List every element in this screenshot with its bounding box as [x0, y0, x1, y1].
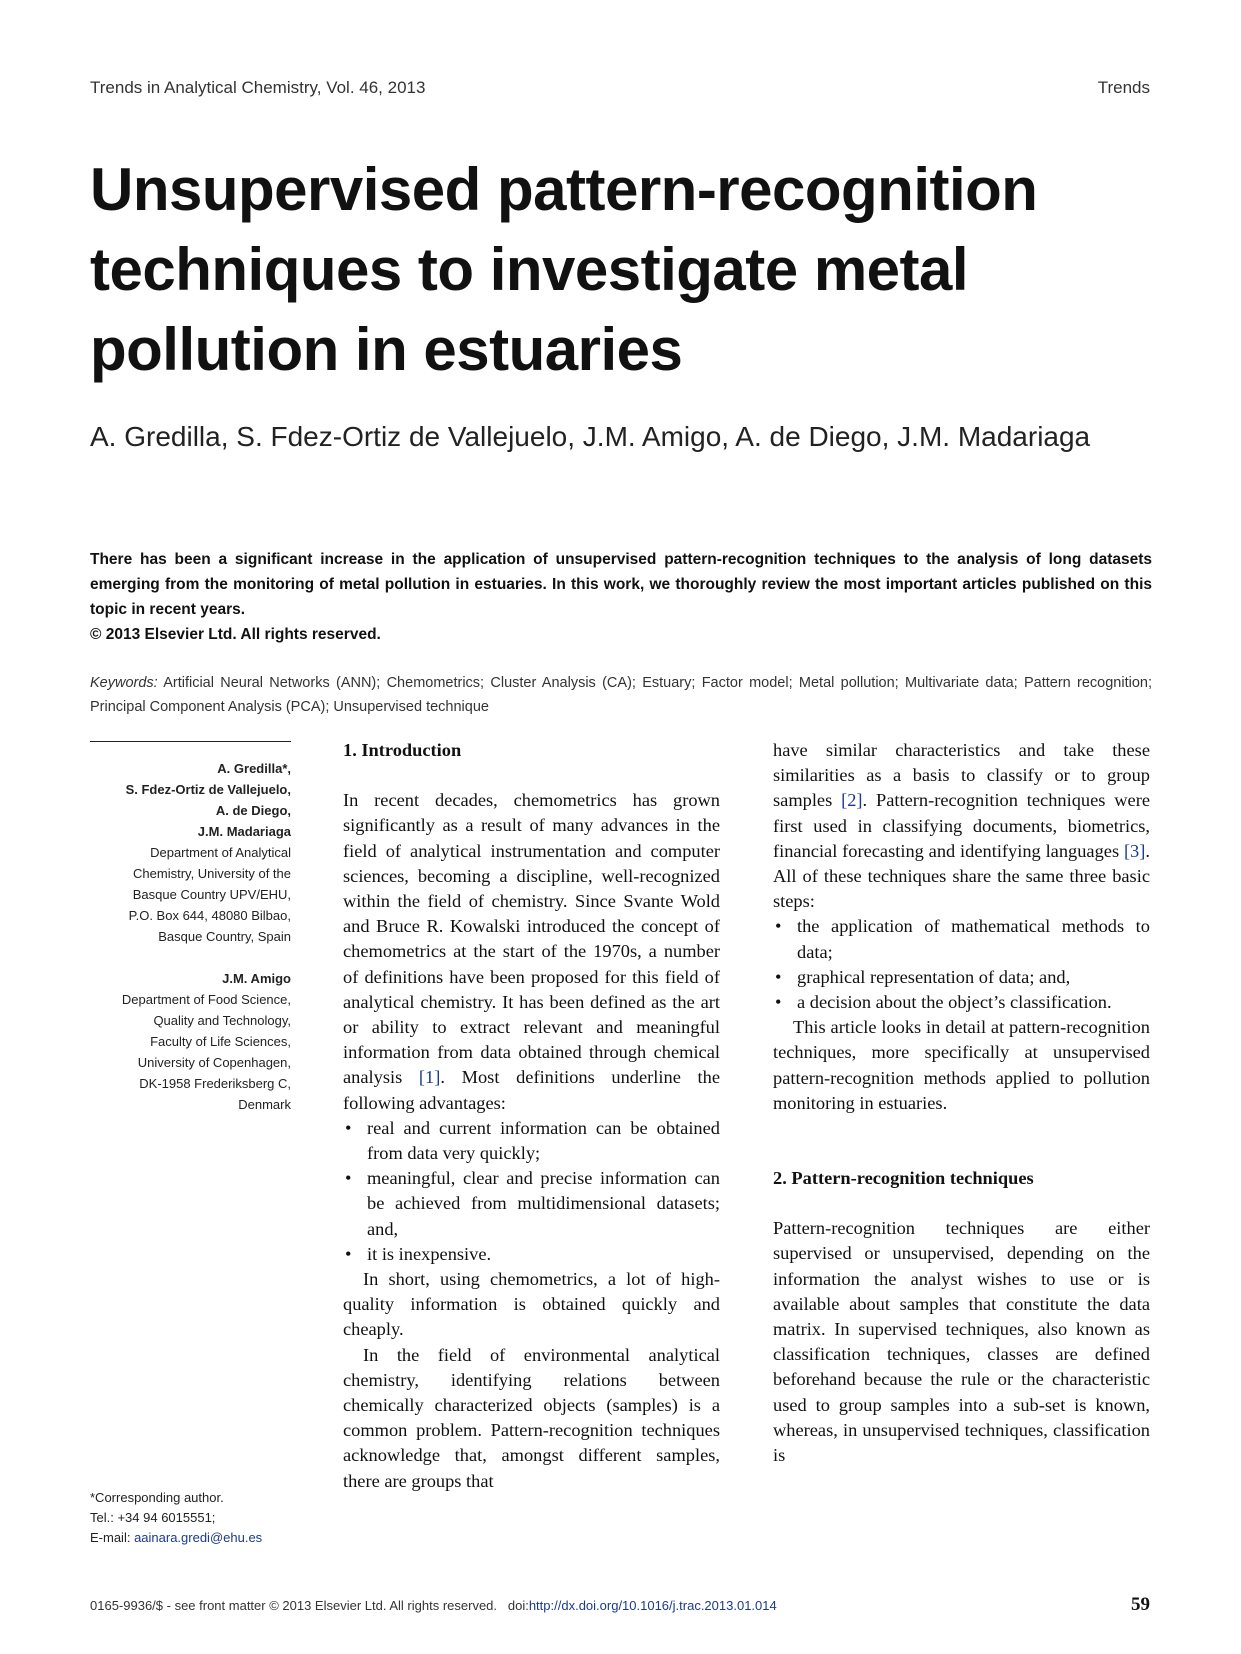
affiliation-name: S. Fdez-Ortiz de Vallejuelo, [125, 782, 291, 797]
copyright-line: © 2013 Elsevier Ltd. All rights reserved. [90, 626, 381, 643]
body-column-right [773, 738, 1150, 1468]
paragraph: Pattern-recognition techniques are either supervised or unsupervised, depending on the information the analyst wishes to use or is available about samples that constitute the data matrix. In supervised techniques, also known as classification techniques, classes are defined beforehand because the rule or the characteristic used to group samples into a sub-set is known, whereas, in unsupervised techniques, classification is [773, 1218, 1150, 1466]
list-item: • real and current information can be obtained from data very quickly; [343, 1116, 720, 1166]
citation-link[interactable]: [2] [841, 790, 863, 811]
running-head-journal: Trends in Analytical Chemistry, Vol. 46, 2013 [90, 78, 426, 97]
list-item: • it is inexpensive. [343, 1242, 720, 1267]
affiliation-address-line: Quality and Technology, [153, 1013, 291, 1028]
footer-line [90, 1598, 777, 1613]
affiliation-address-line: Denmark [238, 1097, 291, 1112]
affiliation-address-line: DK-1958 Frederiksberg C, [139, 1076, 291, 1091]
front-matter-note: 0165-9936/$ - see front matter © 2013 Elsevier Ltd. All rights reserved. [90, 1598, 498, 1613]
affiliation-name: A. Gredilla*, [217, 761, 291, 776]
affiliation-address-line: Department of Analytical [150, 845, 291, 860]
corresponding-author-note [90, 1488, 310, 1548]
affiliation-name: A. de Diego, [215, 803, 291, 818]
section-heading-pattern-recognition: 2. Pattern-recognition techniques [773, 1168, 1034, 1189]
running-head-section: Trends [1097, 78, 1150, 97]
affiliation-block-1 [90, 758, 291, 947]
sidebar-divider [90, 741, 291, 742]
list-item: • meaningful, clear and precise information can be achieved from multidimensional datasets; and, [343, 1166, 720, 1242]
affiliation-address-line: University of Copenhagen, [137, 1055, 291, 1070]
article-title: Unsupervised pattern-recognition techniques to investigate metal pollution in estuaries [90, 156, 1038, 383]
citation-link[interactable]: [3] [1123, 840, 1146, 861]
doi-label: doi: [507, 1598, 529, 1613]
abstract [90, 547, 1152, 647]
list-item: • the application of mathematical methods to data; [773, 914, 1150, 964]
paragraph: This article looks in detail at pattern-recognition techniques, more specifically at unsupervised pattern-recognition methods applied to pollution monitoring in estuaries. [773, 1017, 1150, 1113]
paragraph: In the field of environmental analytical chemistry, identifying relations between chemically characterized objects (samples) is a common problem. Pattern-recognition techniques acknowledge that, amongst different samples, there are groups that [343, 1344, 720, 1491]
affiliation-address-line: Basque Country UPV/EHU, [132, 887, 291, 902]
paragraph: have similar characteristics and take these similarities as a basis to classify or to group samples [2]. Pattern-recognition techniques were first used in classifying documents, biometrics, financial forecasting and identifying languages [3]. All of these techniques share the same three basic steps: [773, 740, 1150, 912]
keywords-text: Artificial Neural Networks (ANN); Chemometrics; Cluster Analysis (CA); Estuary; Factor model; Metal pollution; Multivariate data; Pattern recognition; Principal Component Analysis (PCA); Unsupervised technique [90, 675, 1152, 715]
email-label: E-mail: [90, 1530, 135, 1545]
keywords-label: Keywords: [90, 675, 158, 691]
keywords [90, 671, 1152, 719]
affiliation-address-line: Basque Country, Spain [158, 929, 291, 944]
advantages-list [343, 1116, 720, 1267]
affiliation-name: J.M. Madariaga [197, 824, 291, 839]
affiliation-name: J.M. Amigo [222, 971, 291, 986]
list-item: • a decision about the object’s classification. [773, 990, 1150, 1015]
citation-link[interactable]: [1] [418, 1067, 441, 1088]
affiliation-address-line: P.O. Box 644, 48080 Bilbao, [128, 908, 291, 923]
doi-link[interactable]: http://dx.doi.org/10.1016/j.trac.2013.01.014 [528, 1598, 777, 1613]
affiliation-address-line: Department of Food Science, [121, 992, 291, 1007]
paragraph: In recent decades, chemometrics has grown significantly as a result of many advances in the field of analytical instrumentation and computer sciences, becoming a discipline, well-recognized within the field of chemistry. Since Svante Wold and Bruce R. Kowalski introduced the concept of chemometrics at the start of the 1970s, a number of definitions have been proposed for this field of analytical chemistry. It has been defined as the art or ability to extract relevant and meaningful information from data obtained through chemical analysis [1]. Most definitions underline the following advantages: [343, 790, 720, 1113]
steps-list [773, 914, 1150, 1015]
list-item: • graphical representation of data; and, [773, 965, 1150, 990]
corresponding-label: *Corresponding author. [90, 1490, 224, 1505]
affiliation-block-2 [90, 968, 291, 1115]
body-column-middle [343, 738, 720, 1494]
corresponding-tel: Tel.: +34 94 6015551; [90, 1510, 216, 1525]
affiliation-address-line: Faculty of Life Sciences, [150, 1034, 291, 1049]
page-number: 59 [1131, 1594, 1150, 1615]
section-heading-introduction: 1. Introduction [343, 740, 462, 760]
email-link[interactable]: aainara.gredi@ehu.es [134, 1530, 263, 1545]
author-list: A. Gredilla, S. Fdez-Ortiz de Vallejuelo, J.M. Amigo, A. de Diego, J.M. Madariaga [90, 421, 1091, 452]
abstract-text: There has been a significant increase in the application of unsupervised pattern-recognition techniques to the analysis of long datasets emerging from the monitoring of metal pollution in estuaries. In this work, we thoroughly review the most important articles published on this topic in recent years. [90, 551, 1152, 618]
affiliation-address-line: Chemistry, University of the [133, 866, 291, 881]
paragraph: In short, using chemometrics, a lot of high-quality information is obtained quickly and cheaply. [343, 1269, 720, 1340]
